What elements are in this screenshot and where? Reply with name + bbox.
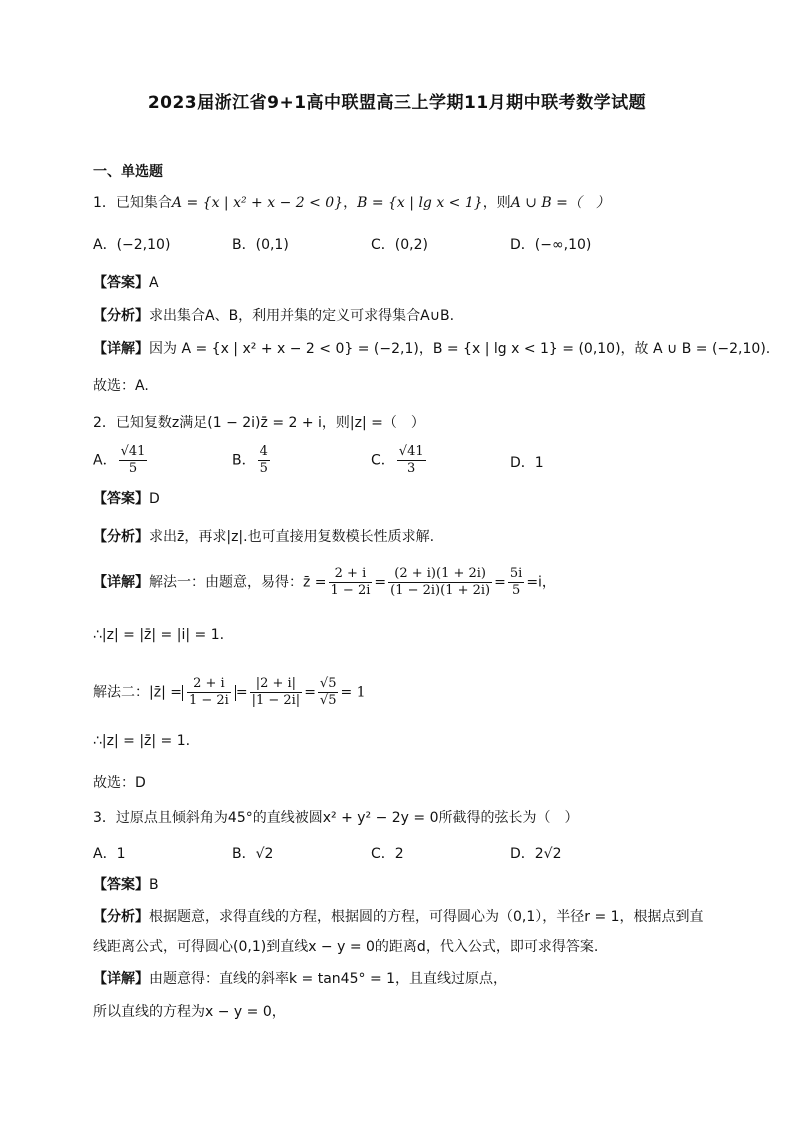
q2-method2-label: 解法二：|z̄| = — [93, 684, 182, 701]
q3-option-b: B．√2 — [232, 846, 274, 862]
q2-answer-value: D — [149, 491, 160, 507]
q3-stem: 3．过原点且倾斜角为45°的直线被圆x² + y² − 2y = 0所截得的弦长为（ ） — [93, 810, 579, 826]
q1-sep: ， — [343, 195, 358, 211]
section-heading: 一、单选题 — [93, 164, 163, 180]
document-title: 2023届浙江省9+1高中联盟高三上学期11月期中联考数学试题 — [147, 93, 647, 113]
equals-sign: = — [304, 684, 316, 701]
absolute-value — [182, 676, 236, 708]
q2-m1-fraction-3 — [508, 566, 524, 599]
fraction-numerator: 2 + i — [187, 676, 231, 693]
q2-m1-result: ∴|z| = |z̄| = |i| = 1. — [93, 627, 225, 643]
q1-option-d: D．(−∞,10) — [510, 237, 592, 253]
q1-ask: A ∪ B =（ ） — [510, 195, 610, 211]
q2-answer — [93, 488, 160, 508]
q2-m2-result: ∴|z| = |z̄| = 1. — [93, 733, 191, 749]
q2-option-b-fraction — [258, 444, 270, 477]
analysis-tag: 【分析】 — [93, 529, 149, 545]
q2-m2-fraction-3 — [318, 676, 339, 709]
q2-option-a — [93, 444, 149, 477]
q2-option-b-label: B． — [232, 452, 256, 469]
q3-answer — [93, 874, 159, 894]
analysis-tag: 【分析】 — [93, 308, 149, 324]
q2-m1-fraction-1 — [329, 566, 373, 599]
q1-stem-text: 1．已知集合 — [93, 195, 172, 211]
detail-tag: 【详解】 — [93, 341, 149, 357]
q2-option-c — [371, 444, 428, 477]
q2-m2-fraction-2 — [250, 676, 303, 709]
q2-option-c-fraction — [397, 444, 426, 477]
q1-option-b: B．(0,1) — [232, 237, 289, 253]
q3-detail — [93, 968, 507, 988]
equals-sign: = — [494, 574, 506, 591]
fraction-numerator: √41 — [398, 444, 424, 459]
fraction-denominator: 1 − 2i — [188, 693, 229, 708]
q2-m2-tail: = 1 — [340, 684, 366, 701]
fraction-numerator: √5 — [319, 676, 337, 691]
q1-answer — [93, 272, 159, 292]
q1-detail-text: 因为 A = {x | x² + x − 2 < 0} = (−2,1)，B = {x | lg x < 1} = (0,10)，故 A ∪ B = (−2,10). — [149, 341, 771, 357]
q1-set-a: A = {x | x² + x − 2 < 0} — [171, 195, 344, 211]
fraction-numerator: √41 — [120, 444, 146, 459]
q2-option-c-label: C． — [371, 452, 395, 469]
q2-option-a-fraction — [119, 444, 148, 477]
fraction-denominator: √5 — [319, 693, 337, 708]
q1-detail — [93, 338, 770, 358]
q2-m2-fraction-1 — [187, 676, 231, 709]
fraction-denominator: 1 − 2i — [330, 583, 371, 598]
q3-analysis-line-1: 根据题意，求得直线的方程，根据圆的方程，可得圆心为（0,1），半径r = 1，根据点到直 — [149, 909, 704, 925]
q3-answer-value: B — [149, 877, 159, 893]
detail-tag: 【详解】 — [93, 574, 149, 591]
fraction-numerator: |2 + i| — [250, 676, 303, 693]
q2-method1 — [93, 566, 556, 599]
fraction-denominator: 5 — [511, 583, 521, 598]
fraction-denominator: (1 − 2i)(1 + 2i) — [390, 583, 491, 598]
q1-analysis-text: 求出集合A、B，利用并集的定义可求得集合A∪B. — [149, 308, 455, 324]
q2-option-d: D．1 — [510, 455, 544, 471]
fraction-denominator: |1 − 2i| — [251, 693, 301, 708]
q3-option-a: A．1 — [93, 846, 126, 862]
q3-detail-line-2: 所以直线的方程为x − y = 0， — [93, 1004, 286, 1020]
q1-set-b: B = {x | lg x < 1} — [357, 195, 483, 211]
q2-m1-fraction-2 — [388, 566, 492, 599]
equals-sign: = — [235, 684, 248, 701]
q3-analysis-line-2: 线距离公式，可得圆心(0,1)到直线x − y = 0的距离d，代入公式，即可求得答案. — [93, 939, 599, 955]
q1-analysis — [93, 305, 454, 325]
q3-option-c: C．2 — [371, 846, 404, 862]
q2-method1-label: 解法一：由题意，易得：z̄ = — [149, 574, 327, 591]
fraction-numerator: 4 — [259, 444, 268, 459]
q1-then: ，则 — [482, 195, 511, 211]
q1-conclusion: 故选：A. — [93, 378, 149, 394]
q2-stem: 2．已知复数z满足(1 − 2i)z̄ = 2 + i，则|z| =（ ） — [93, 415, 425, 431]
q2-m1-tail: =i， — [526, 574, 556, 591]
fraction-numerator: 2 + i — [329, 566, 373, 583]
answer-tag: 【答案】 — [93, 275, 149, 291]
fraction-denominator: 3 — [407, 461, 416, 476]
q2-analysis-text: 求出z̄，再求|z|.也可直接用复数模长性质求解. — [149, 529, 435, 545]
fraction-numerator: (2 + i)(1 + 2i) — [388, 566, 492, 583]
fraction-denominator: 5 — [128, 461, 138, 476]
q2-option-a-label: A． — [93, 452, 117, 469]
fraction-numerator: 5i — [509, 566, 523, 581]
q1-answer-value: A — [149, 275, 159, 291]
analysis-tag: 【分析】 — [93, 909, 149, 925]
q2-option-b — [232, 444, 272, 477]
equals-sign: = — [374, 574, 387, 591]
q1-stem — [93, 192, 610, 212]
fraction-denominator: 5 — [259, 461, 268, 476]
q1-option-c: C．(0,2) — [371, 237, 428, 253]
q2-method2 — [93, 676, 366, 709]
q1-option-a: A．(−2,10) — [93, 237, 171, 253]
detail-tag: 【详解】 — [93, 971, 149, 987]
answer-tag: 【答案】 — [93, 877, 149, 893]
q3-detail-line-1: 由题意得：直线的斜率k = tan45° = 1，且直线过原点， — [149, 971, 508, 987]
q2-analysis — [93, 526, 434, 546]
q3-option-d: D．2√2 — [510, 846, 562, 862]
q2-conclusion: 故选：D — [93, 775, 146, 791]
answer-tag: 【答案】 — [93, 491, 149, 507]
q3-analysis — [93, 906, 704, 926]
